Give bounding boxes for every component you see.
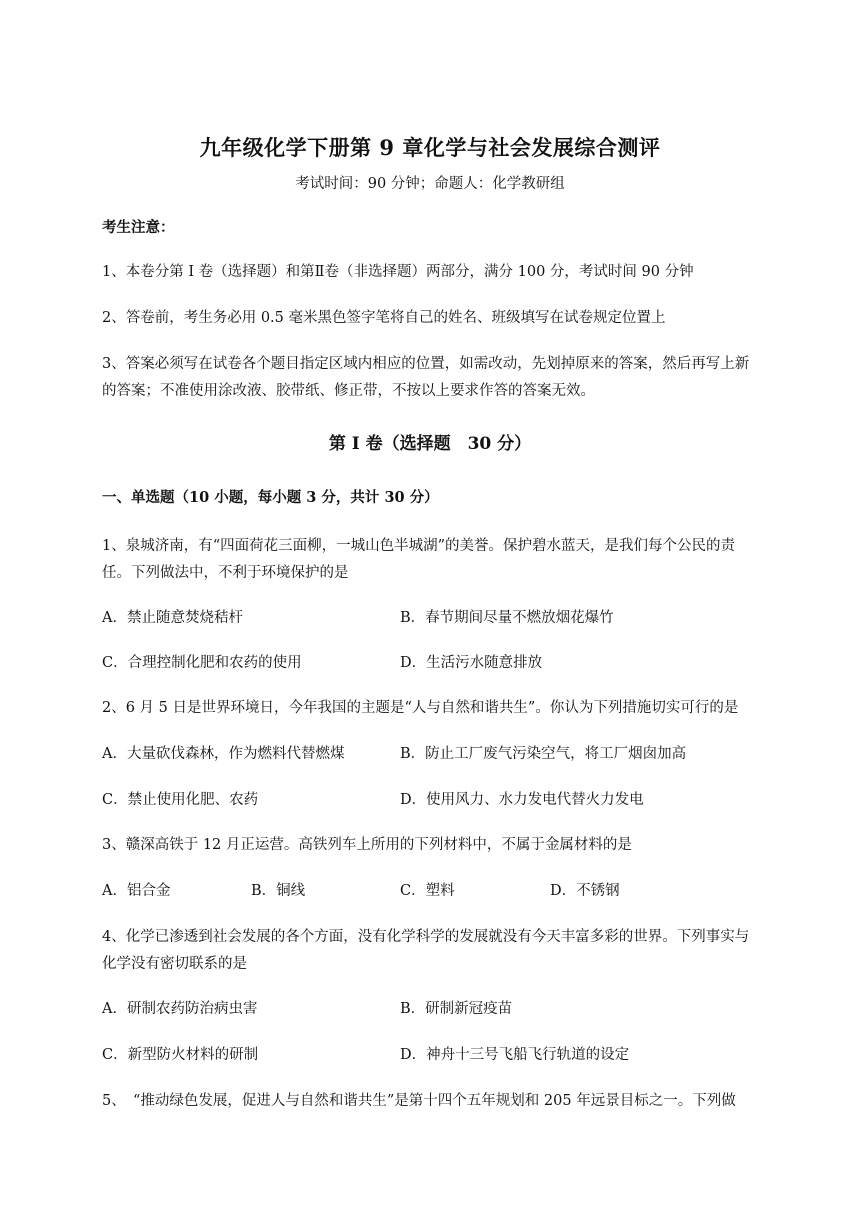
exam-info: 考试时间：90 分钟；命题人：化学教研组 [295,176,565,192]
option-c: C．塑料 [400,883,455,899]
option-c: C．禁止使用化肥、农药 [102,792,259,808]
page-title: 九年级化学下册第 9 章化学与社会发展综合测评 [199,135,661,160]
option-a: A．铝合金 [102,883,171,899]
option-b: B．铜线 [251,883,306,899]
notice-heading: 考生注意： [102,219,175,236]
question-stem: 3、赣深高铁于 12 月正运营。高铁列车上所用的下列材料中，不属于金属材料的是 [102,837,632,853]
option-d: D．使用风力、水力发电代替火力发电 [400,792,644,808]
question-stem: 4、化学已渗透到社会发展的各个方面，没有化学科学的发展就没有今天丰富多彩的世界。下列事实与 [102,929,750,945]
question-stem: 5、 “推动绿色发展，促进人与自然和谐共生”是第十四个五年规划和 205 年远景目标之一。下列做 [102,1093,736,1109]
option-a: A．大量砍伐森林，作为燃料代替燃煤 [102,746,345,762]
notice-item: 的答案；不准使用涂改液、胶带纸、修正带，不按以上要求作答的答案无效。 [102,383,595,399]
question-stem: 1、泉城济南，有“四面荷花三面柳，一城山色半城湖”的美誉。保护碧水蓝天，是我们每个公民的责 [102,538,736,554]
notice-item: 2、答卷前，考生务必用 0.5 毫米黑色签字笔将自己的姓名、班级填写在试卷规定位置上 [102,310,666,326]
option-b: B．研制新冠疫苗 [400,1001,513,1017]
question-stem: 任。下列做法中，不利于环境保护的是 [102,565,349,581]
option-a: A．禁止随意焚烧秸杆 [102,610,243,626]
option-d: D．生活污水随意排放 [400,655,543,671]
option-d: D．不锈钢 [550,883,620,899]
notice-item: 1、本卷分第 I 卷（选择题）和第Ⅱ卷（非选择题）两部分，满分 100 分，考试时间 90 分钟 [102,264,694,280]
question-stem: 化学没有密切联系的是 [102,956,247,972]
option-b: B．春节期间尽量不燃放烟花爆竹 [400,610,614,626]
notice-item: 3、答案必须写在试卷各个题目指定区域内相应的位置，如需改动，先划掉原来的答案，然后再写上新 [102,356,750,372]
question-stem: 2、6 月 5 日是世界环境日，今年我国的主题是“人与自然和谐共生”。你认为下列措施切实可行的是 [102,700,739,716]
option-c: C．合理控制化肥和农药的使用 [102,655,302,671]
section-title: 一、单选题（10 小题，每小题 3 分，共计 30 分） [102,489,439,506]
option-b: B．防止工厂废气污染空气，将工厂烟囱加高 [400,746,687,762]
option-a: A．研制农药防治病虫害 [102,1001,258,1017]
volume-title: 第 I 卷（选择题 30 分） [328,434,532,454]
option-c: C．新型防火材料的研制 [102,1047,259,1063]
option-d: D．神舟十三号飞船飞行轨道的设定 [400,1047,630,1063]
